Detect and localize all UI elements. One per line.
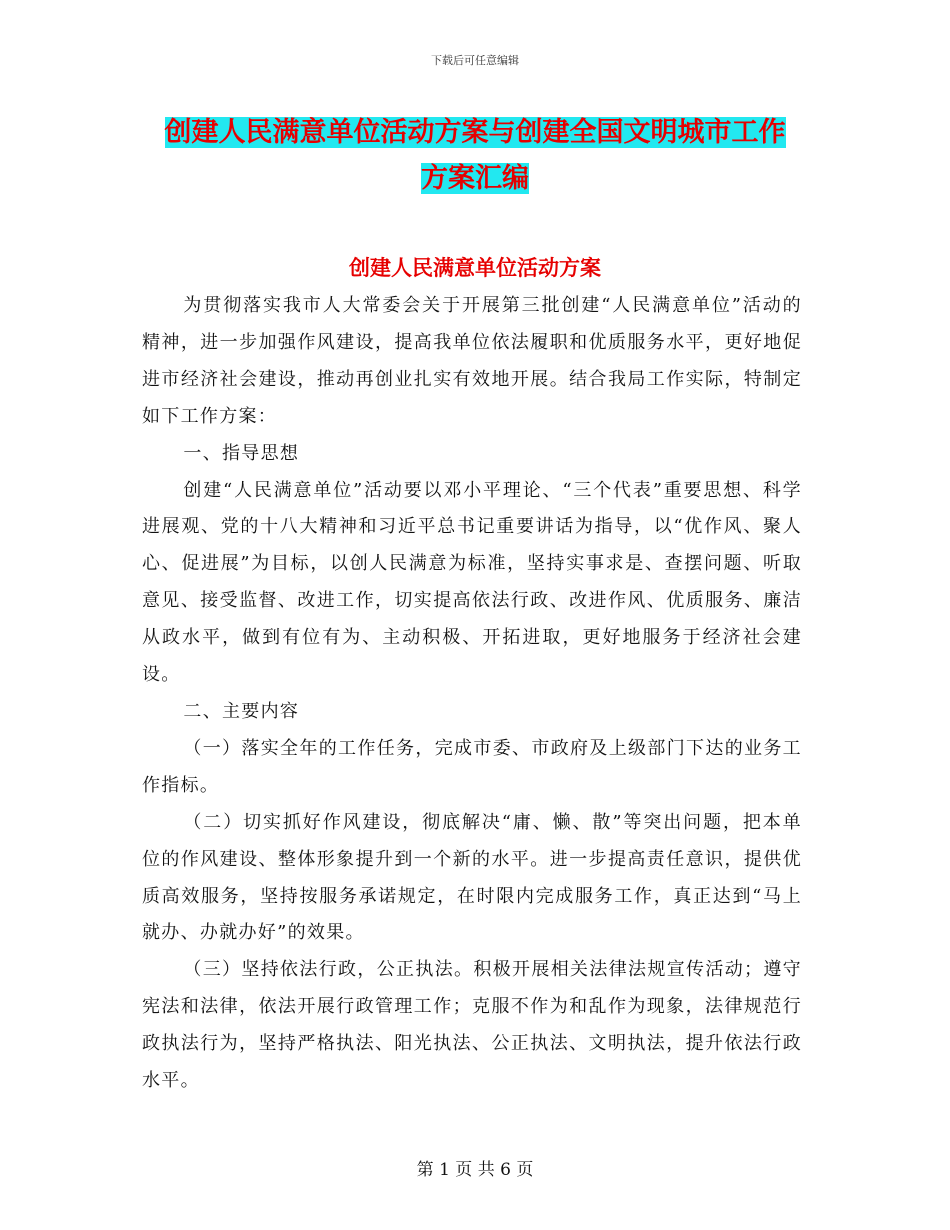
section-heading: 二、主要内容 xyxy=(183,700,300,722)
document-title-line2: 方案汇编 xyxy=(421,163,529,194)
body-paragraph: 创建“人民满意单位”活动要以邓小平理论、“三个代表”重要思想、科学进展观、党的十八大精神和习近平总书记重要讲话为指导，以“优作风、聚人心、促进展”为目标，以创人民满意为标准，坚持实事求是、查摆问题、听取意见、接受监督、改进工作，切实提高依法行政、改进作风、优质服务、廉洁从政水平，做到有位有为、主动积极、开拓进取，更好地服务于经济社会建设。 xyxy=(142,479,802,686)
body-paragraph: （二）切实抓好作风建设，彻底解决“庸、懒、散”等突出问题，把本单位的作风建设、整体形象提升到一个新的水平。进一步提高责任意识，提供优质高效服务，坚持按服务承诺规定，在时限内完成服务工作，真正达到“马上就办、办就办好”的效果。 xyxy=(142,811,802,944)
page-header-note: 下载后可任意编辑 xyxy=(431,54,519,67)
section-title: 创建人民满意单位活动方案 xyxy=(349,256,601,280)
document-title xyxy=(140,110,810,202)
section-heading: 一、指导思想 xyxy=(183,442,300,464)
body-paragraph: （三）坚持依法行政，公正执法。积极开展相关法律法规宣传活动；遵守宪法和法律，依法开展行政管理工作；克服不作为和乱作为现象，法律规范行政执法行为，坚持严格执法、阳光执法、公正执法、文明执法，提升依法行政水平。 xyxy=(142,959,802,1092)
body-paragraph: （一）落实全年的工作任务，完成市委、市政府及上级部门下达的业务工作指标。 xyxy=(142,737,802,796)
page-number: 第 1 页 共 6 页 xyxy=(416,1160,534,1180)
document-title-line1: 创建人民满意单位活动方案与创建全国文明城市工作 xyxy=(164,117,786,148)
document-body xyxy=(142,288,802,1100)
body-paragraph: 为贯彻落实我市人大常委会关于开展第三批创建“人民满意单位”活动的精神，进一步加强作风建设，提高我单位依法履职和优质服务水平，更好地促进市经济社会建设，推动再创业扎实有效地开展。结合我局工作实际，特制定如下工作方案： xyxy=(142,295,802,427)
